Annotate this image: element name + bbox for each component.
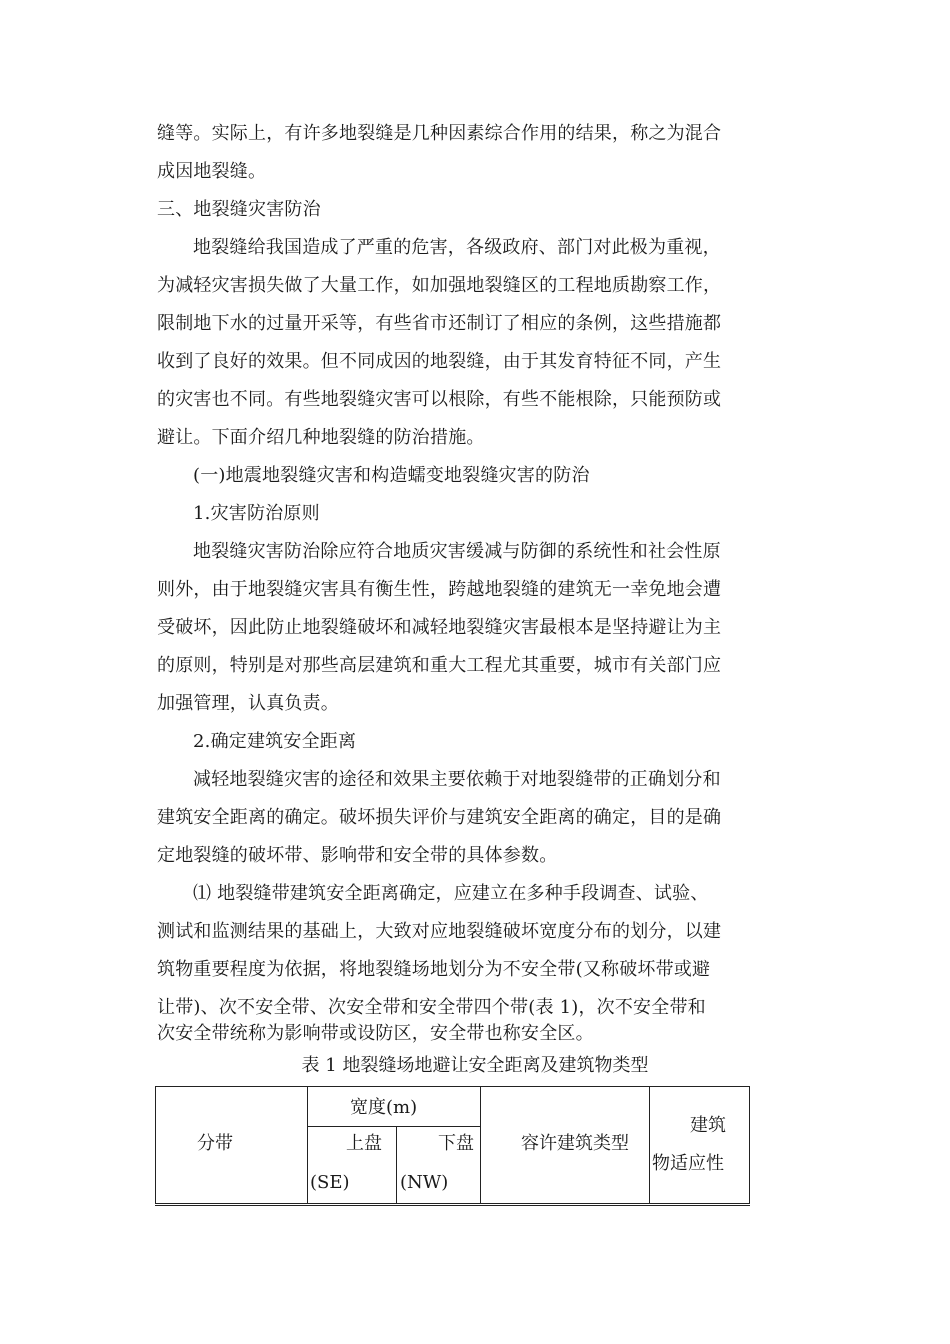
- column-divider: [307, 1086, 308, 1204]
- paragraph-line: 测试和监测结果的基础上，大致对应地裂缝破坏宽度分布的划分，以建: [157, 921, 722, 942]
- paragraph-line: 定地裂缝的破坏带、影响带和安全带的具体参数。: [157, 845, 558, 866]
- paragraph-line: 加强管理，认真负责。: [157, 693, 339, 714]
- paragraph-line: 地裂缝给我国造成了严重的危害，各级政府、部门对此极为重视，: [193, 237, 721, 258]
- subsection-heading: 1.灾害防治原则: [193, 503, 320, 524]
- column-divider: [396, 1127, 397, 1204]
- subsection-heading: (一)地震地裂缝灾害和构造蠕变地裂缝灾害的防治: [193, 465, 590, 486]
- paragraph-line: 地裂缝灾害防治除应符合地质灾害缓减与防御的系统性和社会性原: [193, 541, 721, 562]
- header-upper: 上盘: [346, 1133, 382, 1154]
- header-allowed-building-type: 容许建筑类型: [521, 1133, 629, 1154]
- paragraph-line: 为减轻灾害损失做了大量工作，如加强地裂缝区的工程地质勘察工作，: [157, 275, 722, 296]
- header-upper-dir: (SE): [310, 1172, 350, 1193]
- safety-distance-table: [155, 1086, 750, 1204]
- paragraph-line: 让带)、次不安全带、次安全带和安全带四个带(表 1)，次不安全带和: [157, 997, 706, 1018]
- paragraph-line: 成因地裂缝。: [157, 161, 267, 182]
- paragraph-line: 建筑安全距离的确定。破坏损失评价与建筑安全距离的确定，目的是确: [157, 807, 722, 828]
- paragraph-line: 则外，由于地裂缝灾害具有衡生性，跨越地裂缝的建筑无一幸免地会遭: [157, 579, 722, 600]
- header-lower: 下盘: [438, 1133, 474, 1154]
- header-adaptability-line2: 物适应性: [652, 1153, 724, 1174]
- paragraph-line: 筑物重要程度为依据，将地裂缝场地划分为不安全带(又称破坏带或避: [157, 959, 711, 980]
- header-width: 宽度(m): [350, 1097, 418, 1118]
- paragraph-line: 避让。下面介绍几种地裂缝的防治措施。: [157, 427, 485, 448]
- paragraph-line: 限制地下水的过量开采等，有些省市还制订了相应的条例，这些措施都: [157, 313, 722, 334]
- paragraph-line: ⑴ 地裂缝带建筑安全距离确定，应建立在多种手段调查、试验、: [193, 883, 709, 904]
- paragraph-line: 收到了良好的效果。但不同成因的地裂缝，由于其发育特征不同，产生: [157, 351, 722, 372]
- subsection-heading: 2.确定建筑安全距离: [193, 731, 357, 752]
- table-caption: 表 1 地裂缝场地避让安全距离及建筑物类型: [301, 1055, 649, 1076]
- header-adaptability-line1: 建筑: [690, 1115, 726, 1136]
- paragraph-line: 的灾害也不同。有些地裂缝灾害可以根除，有些不能根除，只能预防或: [157, 389, 722, 410]
- paragraph-line: 次安全带统称为影响带或设防区，安全带也称安全区。: [157, 1023, 594, 1044]
- column-divider: [649, 1086, 650, 1204]
- table-bottom-rule: [155, 1203, 750, 1206]
- header-lower-dir: (NW): [400, 1172, 449, 1193]
- paragraph-line: 受破坏，因此防止地裂缝破坏和减轻地裂缝灾害最根本是坚持避让为主: [157, 617, 722, 638]
- paragraph-line: 的原则，特别是对那些高层建筑和重大工程尤其重要，城市有关部门应: [157, 655, 722, 676]
- row-divider: [307, 1126, 480, 1127]
- paragraph-line: 缝等。实际上，有许多地裂缝是几种因素综合作用的结果，称之为混合: [157, 123, 722, 144]
- header-zone: 分带: [197, 1133, 233, 1154]
- column-divider: [480, 1086, 481, 1204]
- paragraph-line: 减轻地裂缝灾害的途径和效果主要依赖于对地裂缝带的正确划分和: [193, 769, 721, 790]
- section-heading: 三、地裂缝灾害防治: [157, 199, 321, 220]
